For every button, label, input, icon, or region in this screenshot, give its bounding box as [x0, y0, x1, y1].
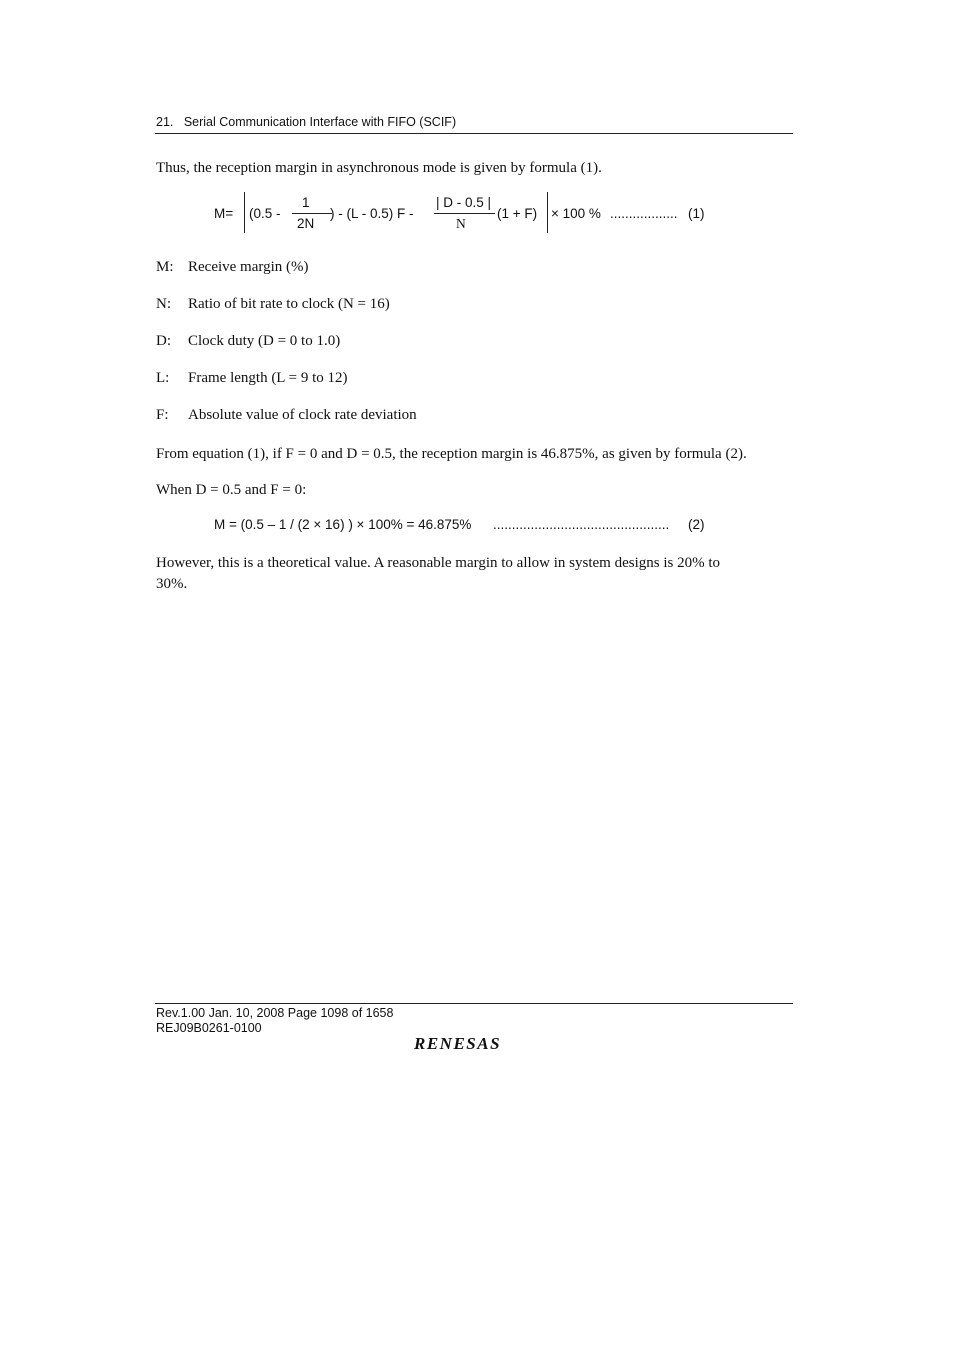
paragraph-however-line2: 30%. [156, 576, 188, 592]
definition-d [156, 333, 340, 350]
definition-m [156, 259, 309, 276]
running-header [156, 115, 456, 129]
eq1-frac1-denominator: 2N [297, 216, 315, 231]
eq1-lhs: M= [214, 206, 234, 221]
footer-rule [155, 1003, 793, 1004]
section-number: 21. [156, 115, 174, 129]
eq1-part4: × 100 % [551, 206, 601, 221]
paragraph-however-line1: However, this is a theoretical value. A reasonable margin to allow in system designs is 20% to [156, 555, 721, 571]
definition-symbol: M: [156, 259, 174, 275]
eq1-frac1-numerator: 1 [302, 195, 310, 210]
definition-symbol: L: [156, 370, 170, 386]
paragraph-from-equation: From equation (1), if F = 0 and D = 0.5, the reception margin is 46.875%, as given by formula (2). [156, 446, 747, 462]
definition-text: Clock duty (D = 0 to 1.0) [188, 333, 341, 349]
eq2-number: (2) [688, 517, 705, 532]
definition-l [156, 370, 348, 387]
eq1-frac2-numerator: | D - 0.5 | [436, 195, 492, 210]
definition-text: Ratio of bit rate to clock (N = 16) [188, 296, 390, 312]
definition-text: Absolute value of clock rate deviation [188, 407, 417, 423]
eq2-text: M = (0.5 – 1 / (2 × 16) ) × 100% = 46.875% [214, 517, 472, 532]
eq1-frac2-denominator: N [456, 216, 466, 231]
eq1-part3: (1 + F) [497, 206, 538, 221]
definition-symbol: N: [156, 296, 171, 312]
eq1-part2: ) - (L - 0.5) F - [330, 206, 414, 221]
eq1-part1: (0.5 - [249, 206, 281, 221]
definition-symbol: F: [156, 407, 169, 423]
eq1-leader-dots: .................. [610, 206, 678, 221]
definition-text: Receive margin (%) [188, 259, 309, 275]
renesas-logo: RENESAS [414, 1034, 502, 1053]
eq1-frac1-line [292, 213, 332, 214]
footer-revision: Rev.1.00 Jan. 10, 2008 Page 1098 of 1658 [156, 1006, 394, 1020]
eq1-frac2-line [434, 213, 495, 214]
header-rule [155, 133, 793, 134]
definition-f [156, 407, 417, 424]
definition-n [156, 296, 390, 313]
eq1-number: (1) [688, 206, 705, 221]
eq2-leader-dots: ............................................... [493, 517, 670, 532]
intro-paragraph: Thus, the reception margin in asynchronous mode is given by formula (1). [156, 160, 602, 176]
eq1-abs-bar-right [547, 192, 548, 233]
eq1-abs-bar-left [244, 192, 245, 233]
section-title: Serial Communication Interface with FIFO (SCIF) [183, 115, 457, 129]
definition-symbol: D: [156, 333, 171, 349]
definition-text: Frame length (L = 9 to 12) [188, 370, 348, 386]
footer-document-number: REJ09B0261-0100 [156, 1021, 262, 1035]
paragraph-when: When D = 0.5 and F = 0: [156, 482, 307, 498]
